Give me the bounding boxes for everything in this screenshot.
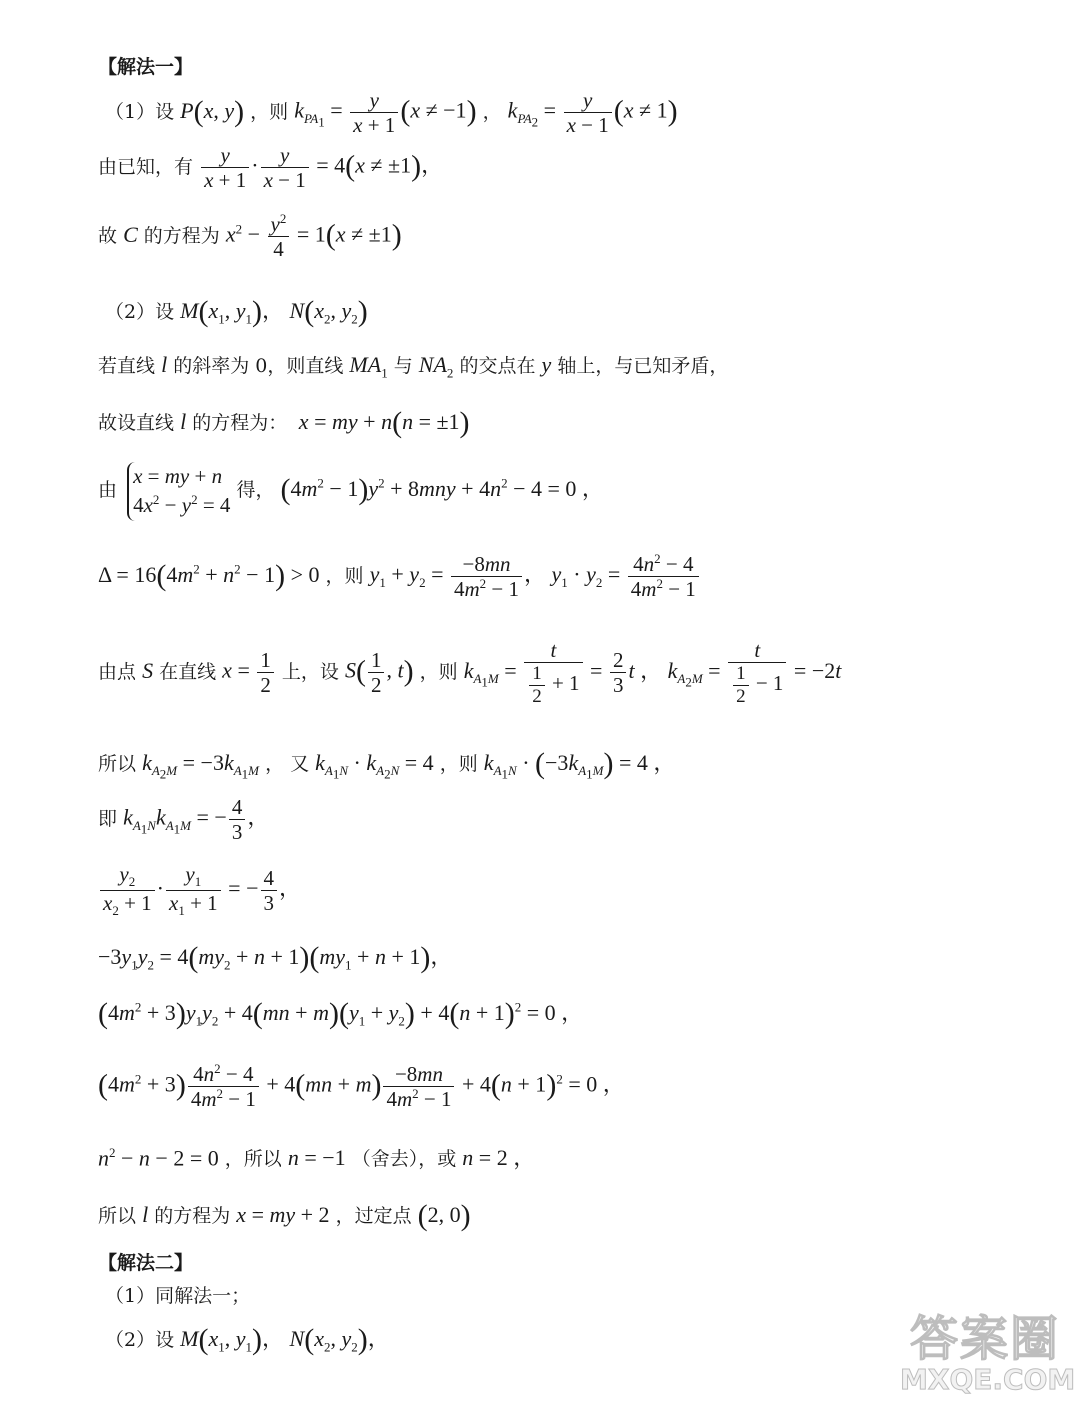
equation-system: x = my + n $4x^2 - y^2 = 4$ bbox=[127, 462, 230, 521]
math-known: $\frac{y}{x + 1}$ · $\frac{y}{x - 1}$ = 4(x ≠ ±1)， bbox=[199, 143, 443, 192]
watermark-logo: 答案圈 MXQE.COM bbox=[900, 1311, 1076, 1396]
slope-zero-line: 若直线 l 的斜率为 0，则直线 $MA_1$ 与 $NA_2$ 的交点在 y 轴上，与已知矛盾， bbox=[98, 352, 729, 381]
system-line: 由 x = my + n $4x^2 - y^2 = 4$ 得， $(4m^2 - 1)y^2 + 8mny + 4n^2 - 4 = 0$ ， bbox=[98, 462, 604, 521]
math-k-pa1: $k_{PA_1}$ = $\frac{y}{x + 1}$ (x ≠ −1) bbox=[294, 88, 477, 138]
ratio-line: $\frac{y_2}{x_2 + 1}$ · $\frac{y_1}{x_1 + 1}$ = − $\frac{4}{3}$ ， bbox=[98, 862, 301, 919]
set-line-eq: 故设直线 l 的方程为： x = my + n(n = ±1) bbox=[98, 406, 470, 439]
so-line: 所以 $k_{A_2M} = -3k_{A_1M}$ ， 又 $k_{A_1N} \cdot k_{A_2N} = 4$ ，则 $k_{A_1N} \cdot (-3k_{A_1M}) = 4$ ， bbox=[98, 747, 676, 782]
point-s-line: 由点 S 在直线 x = $\frac{1}{2}$ 上，设 S( $\frac{1}{2}$ , t) ，则 $k_{A_1M}$ = t $\frac{1}{2}$ + 1 = $\frac{2}{3}$ t ， $k_{A_2M}$ = t $\frac{1}{2}$ − 1 = −2t bbox=[98, 638, 842, 707]
math-c-eq: $x^2$ − $\frac{y^2}{4}$ = 1(x ≠ ±1) bbox=[225, 211, 402, 262]
solution2-part1: （1）同解法一； bbox=[105, 1285, 251, 1307]
final-line: 所以 l 的方程为 x = my + 2 ，过定点 (2, 0) bbox=[98, 1199, 471, 1232]
expand-line-1: $-3y_1y_2 = 4(my_2 + n + 1)(my_1 + n + 1)$， bbox=[98, 941, 453, 974]
known-line: 由已知，有 $\frac{y}{x + 1}$ · $\frac{y}{x - 1}$ = 4(x ≠ ±1)， bbox=[98, 143, 444, 193]
expand-line-2: $(4m^2 + 3)y_1y_2 + 4(mn + m)(y_1 + y_2) + 4(n + 1)^2 = 0$ ， bbox=[98, 997, 584, 1030]
part2-line: （2）设 $M(x_1$, $y_1$)， $N(x_2$, $y_2$) bbox=[105, 295, 368, 328]
math-p: P(x, y) bbox=[180, 94, 245, 128]
expand-line-3: $(4m^2 + 3)$ $\frac{4n^2 - 4}{4m^2 - 1}$ + 4(mn + m) $\frac{-8mn}{4m^2 - 1}$ + $4(n + 1)^2 = 0$ ， bbox=[98, 1061, 625, 1112]
quadratic-line: $n^2 - n - 2 = 0$ ，所以 n = −1 （舍去），或 n = 2 ， bbox=[98, 1145, 536, 1171]
math-k-pa2: $k_{PA_2}$ = $\frac{y}{x - 1}$ (x ≠ 1) bbox=[507, 88, 678, 138]
solution2-heading: 【解法二】 bbox=[98, 1252, 194, 1274]
ji-line: 即 $k_{A_1N}k_{A_1M}$ = − $\frac{4}{3}$ ， bbox=[98, 795, 270, 845]
solution2-part2: （2）设 $M(x_1$, $y_1$)， $N(x_2$, $y_2$)， bbox=[105, 1323, 390, 1356]
part1-line: （1）设 P(x, y) ，则 $k_{PA_1}$ = $\frac{y}{x + 1}$ (x ≠ −1) ， $k_{PA_2}$ = $\frac{y}{x - 1}$ (x ≠ 1) bbox=[105, 88, 678, 138]
delta-line: $\Delta = 16(4m^2 + n^2 - 1) > 0$ ，则 $y_1 + y_2$ = $\frac{-8mn}{4m^2 - 1}$ ， $y_1 \cdot y_2$ = $\frac{4n^2 - 4}{4m^2 - 1}$ bbox=[98, 552, 701, 601]
solution1-heading: 【解法一】 bbox=[98, 56, 194, 78]
c-equation-line: 故 C 的方程为 $x^2$ − $\frac{y^2}{4}$ = 1(x ≠ ±1) bbox=[98, 211, 402, 262]
